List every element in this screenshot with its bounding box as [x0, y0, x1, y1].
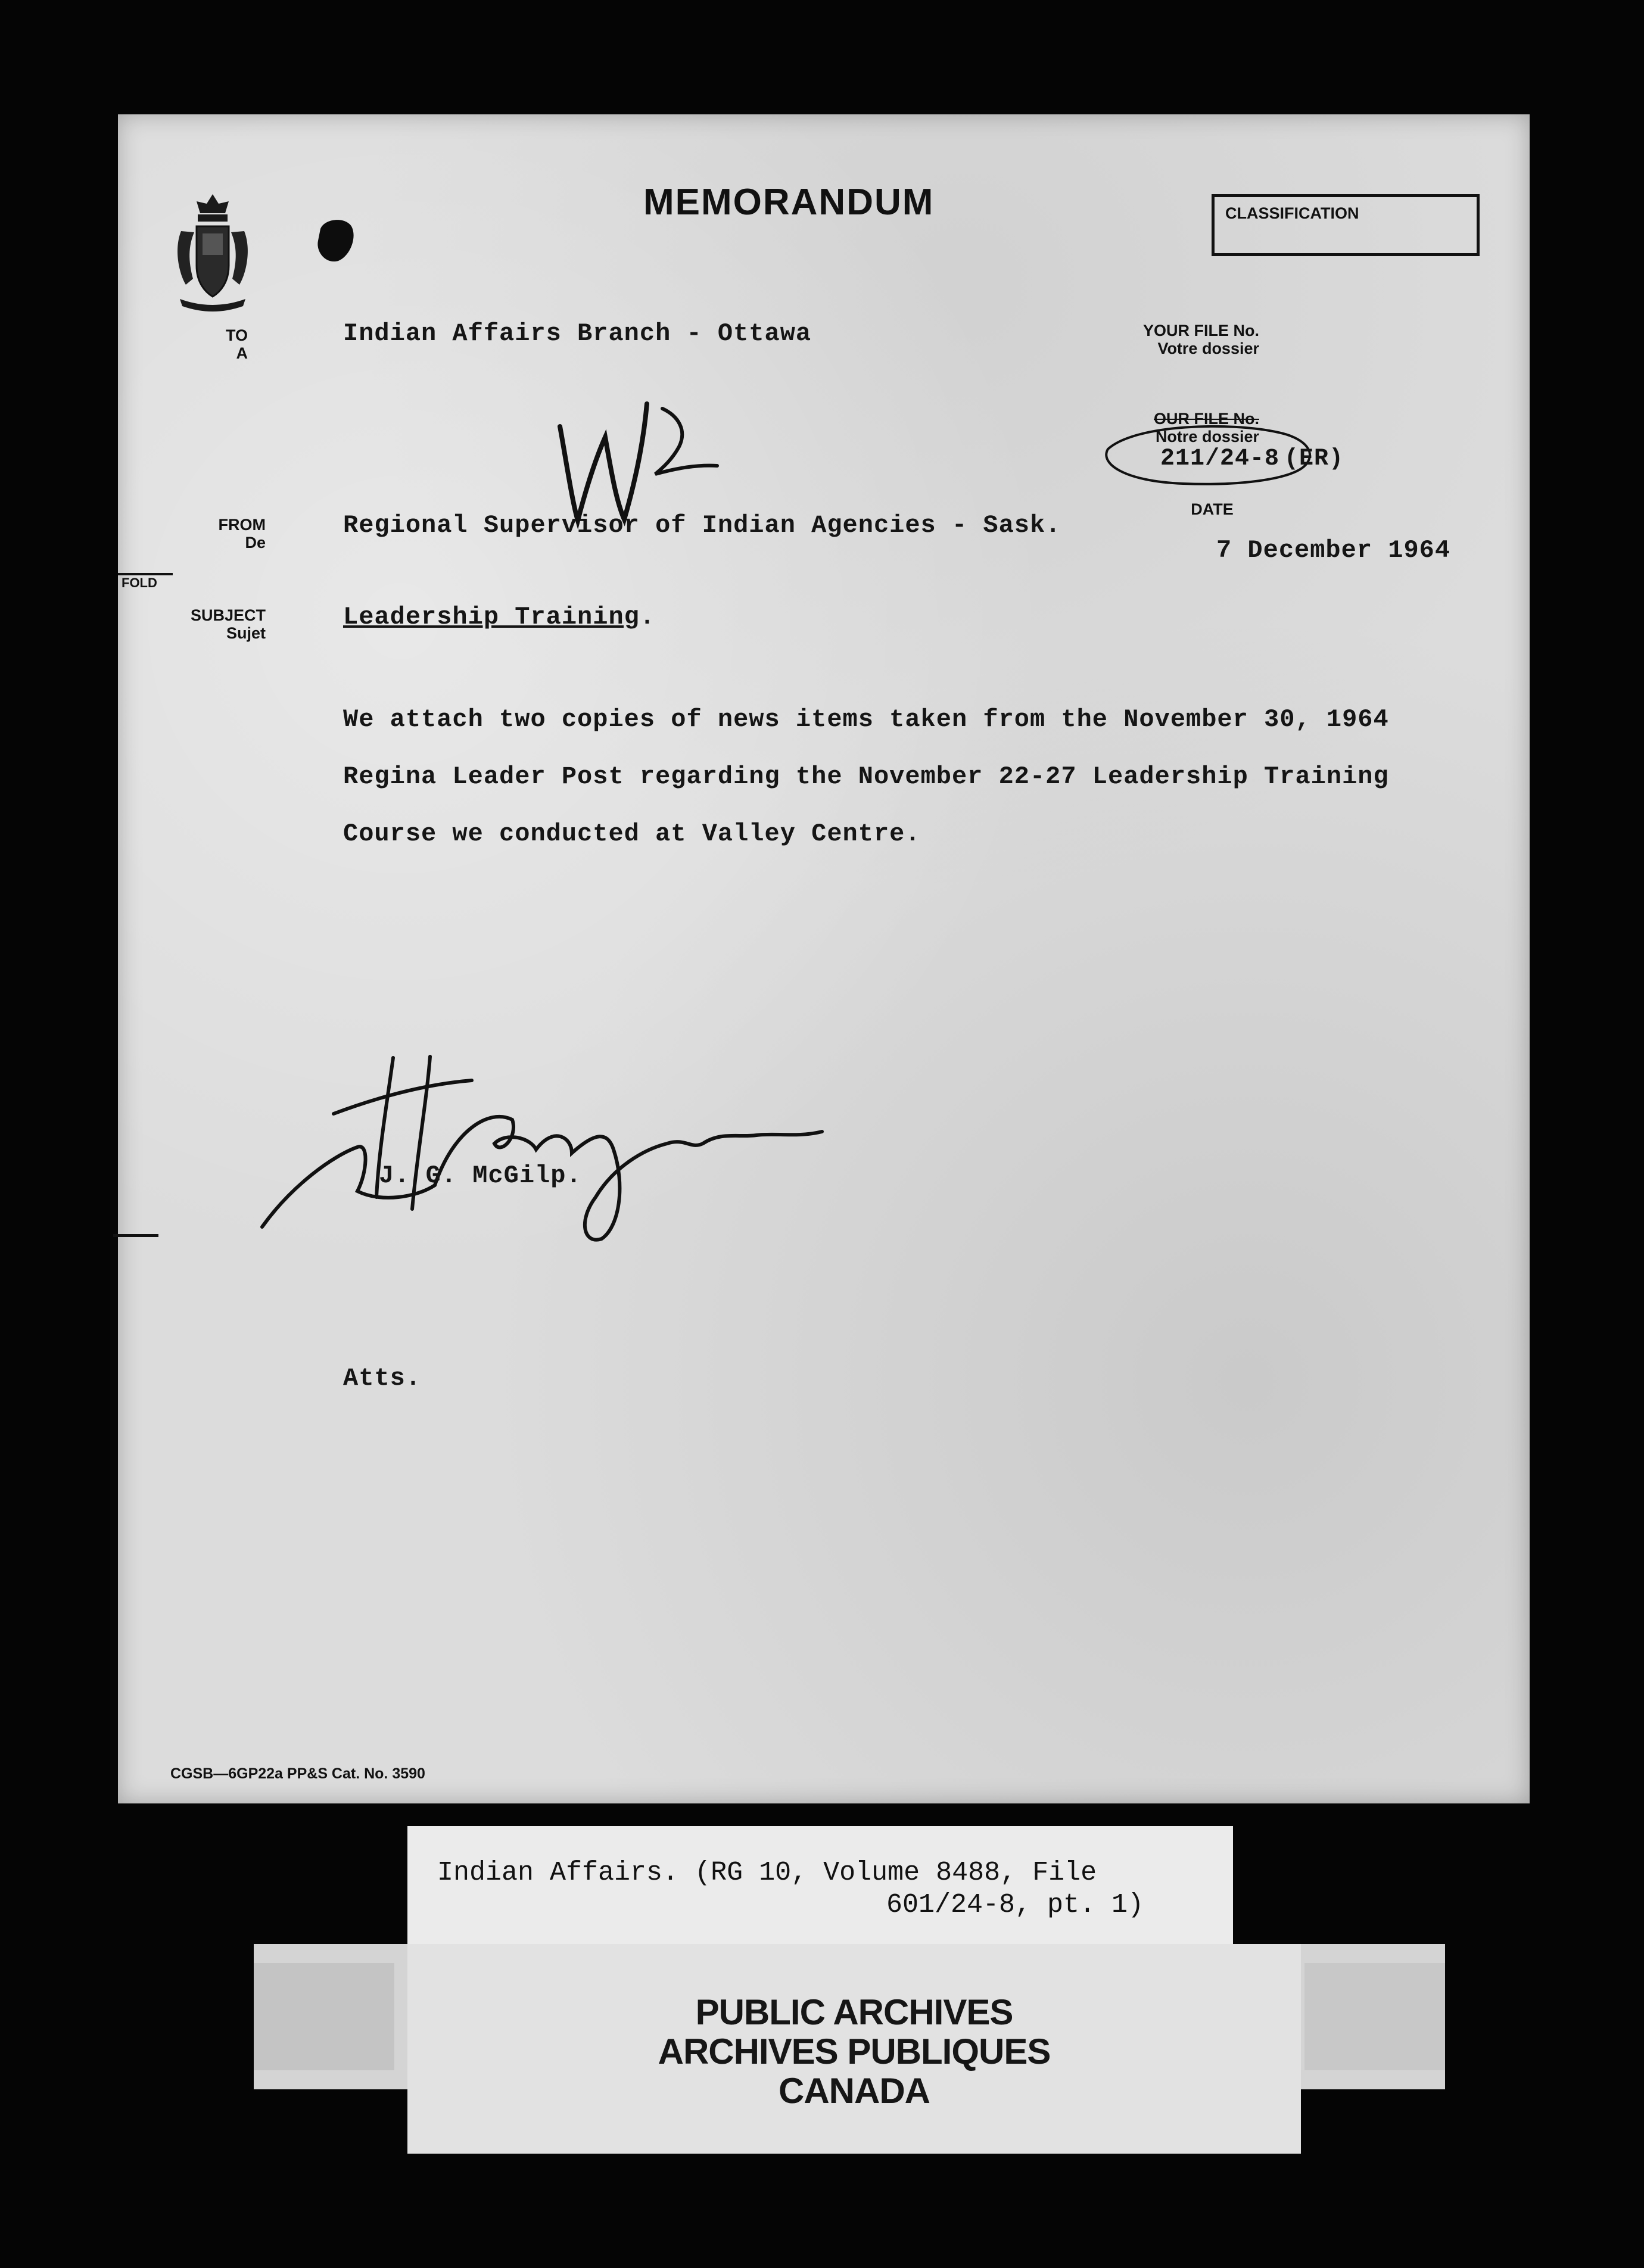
- body-line: Regina Leader Post regarding the November 22-27 Leadership Training: [343, 762, 1389, 791]
- to-value: Indian Affairs Branch - Ottawa: [343, 319, 812, 348]
- handwritten-mark: [536, 393, 739, 530]
- subject-value: Leadership Training.: [343, 603, 656, 631]
- to-label: TO A: [225, 326, 248, 362]
- memo-sheet: [118, 114, 1530, 1803]
- date-value: 7 December 1964: [1216, 536, 1451, 565]
- date-label: DATE: [1191, 500, 1234, 518]
- classification-label: CLASSIFICATION: [1225, 204, 1359, 222]
- fold-label: FOLD: [122, 575, 157, 590]
- from-value: Regional Supervisor of Indian Agencies - Sask.: [343, 511, 1061, 540]
- body-line: We attach two copies of news items taken from the November 30, 1964: [343, 705, 1389, 734]
- tag-right-end: [1304, 1963, 1445, 2070]
- form-number: CGSB—6GP22a PP&S Cat. No. 3590: [170, 1765, 425, 1782]
- from-label: FROM De: [218, 516, 266, 552]
- reference-card-text: Indian Affairs. (RG 10, Volume 8488, File 601/24-8, pt. 1): [437, 1858, 1144, 1920]
- archive-stamp: PUBLIC ARCHIVES ARCHIVES PUBLIQUES CANADA: [658, 1992, 1051, 2111]
- coat-of-arms-icon: [168, 189, 257, 314]
- signatory-name: J. G. McGilp.: [379, 1161, 582, 1190]
- our-file-label: OUR FILE No. Notre dossier: [1154, 410, 1259, 446]
- body-line: Course we conducted at Valley Centre.: [343, 820, 921, 848]
- signature: [238, 1048, 834, 1245]
- subject-label: SUBJECT Sujet: [190, 606, 266, 642]
- margin-mark: [113, 1234, 158, 1237]
- memo-title: MEMORANDUM: [643, 182, 935, 223]
- attachments-note: Atts.: [343, 1364, 422, 1392]
- your-file-label: YOUR FILE No. Votre dossier: [1143, 322, 1259, 357]
- tag-left-end: [254, 1963, 394, 2070]
- memo-body: [343, 691, 1389, 862]
- classification-box: [1212, 194, 1480, 256]
- ink-blot: [315, 217, 357, 264]
- our-file-value: 211/24-8 (ER): [1160, 446, 1344, 472]
